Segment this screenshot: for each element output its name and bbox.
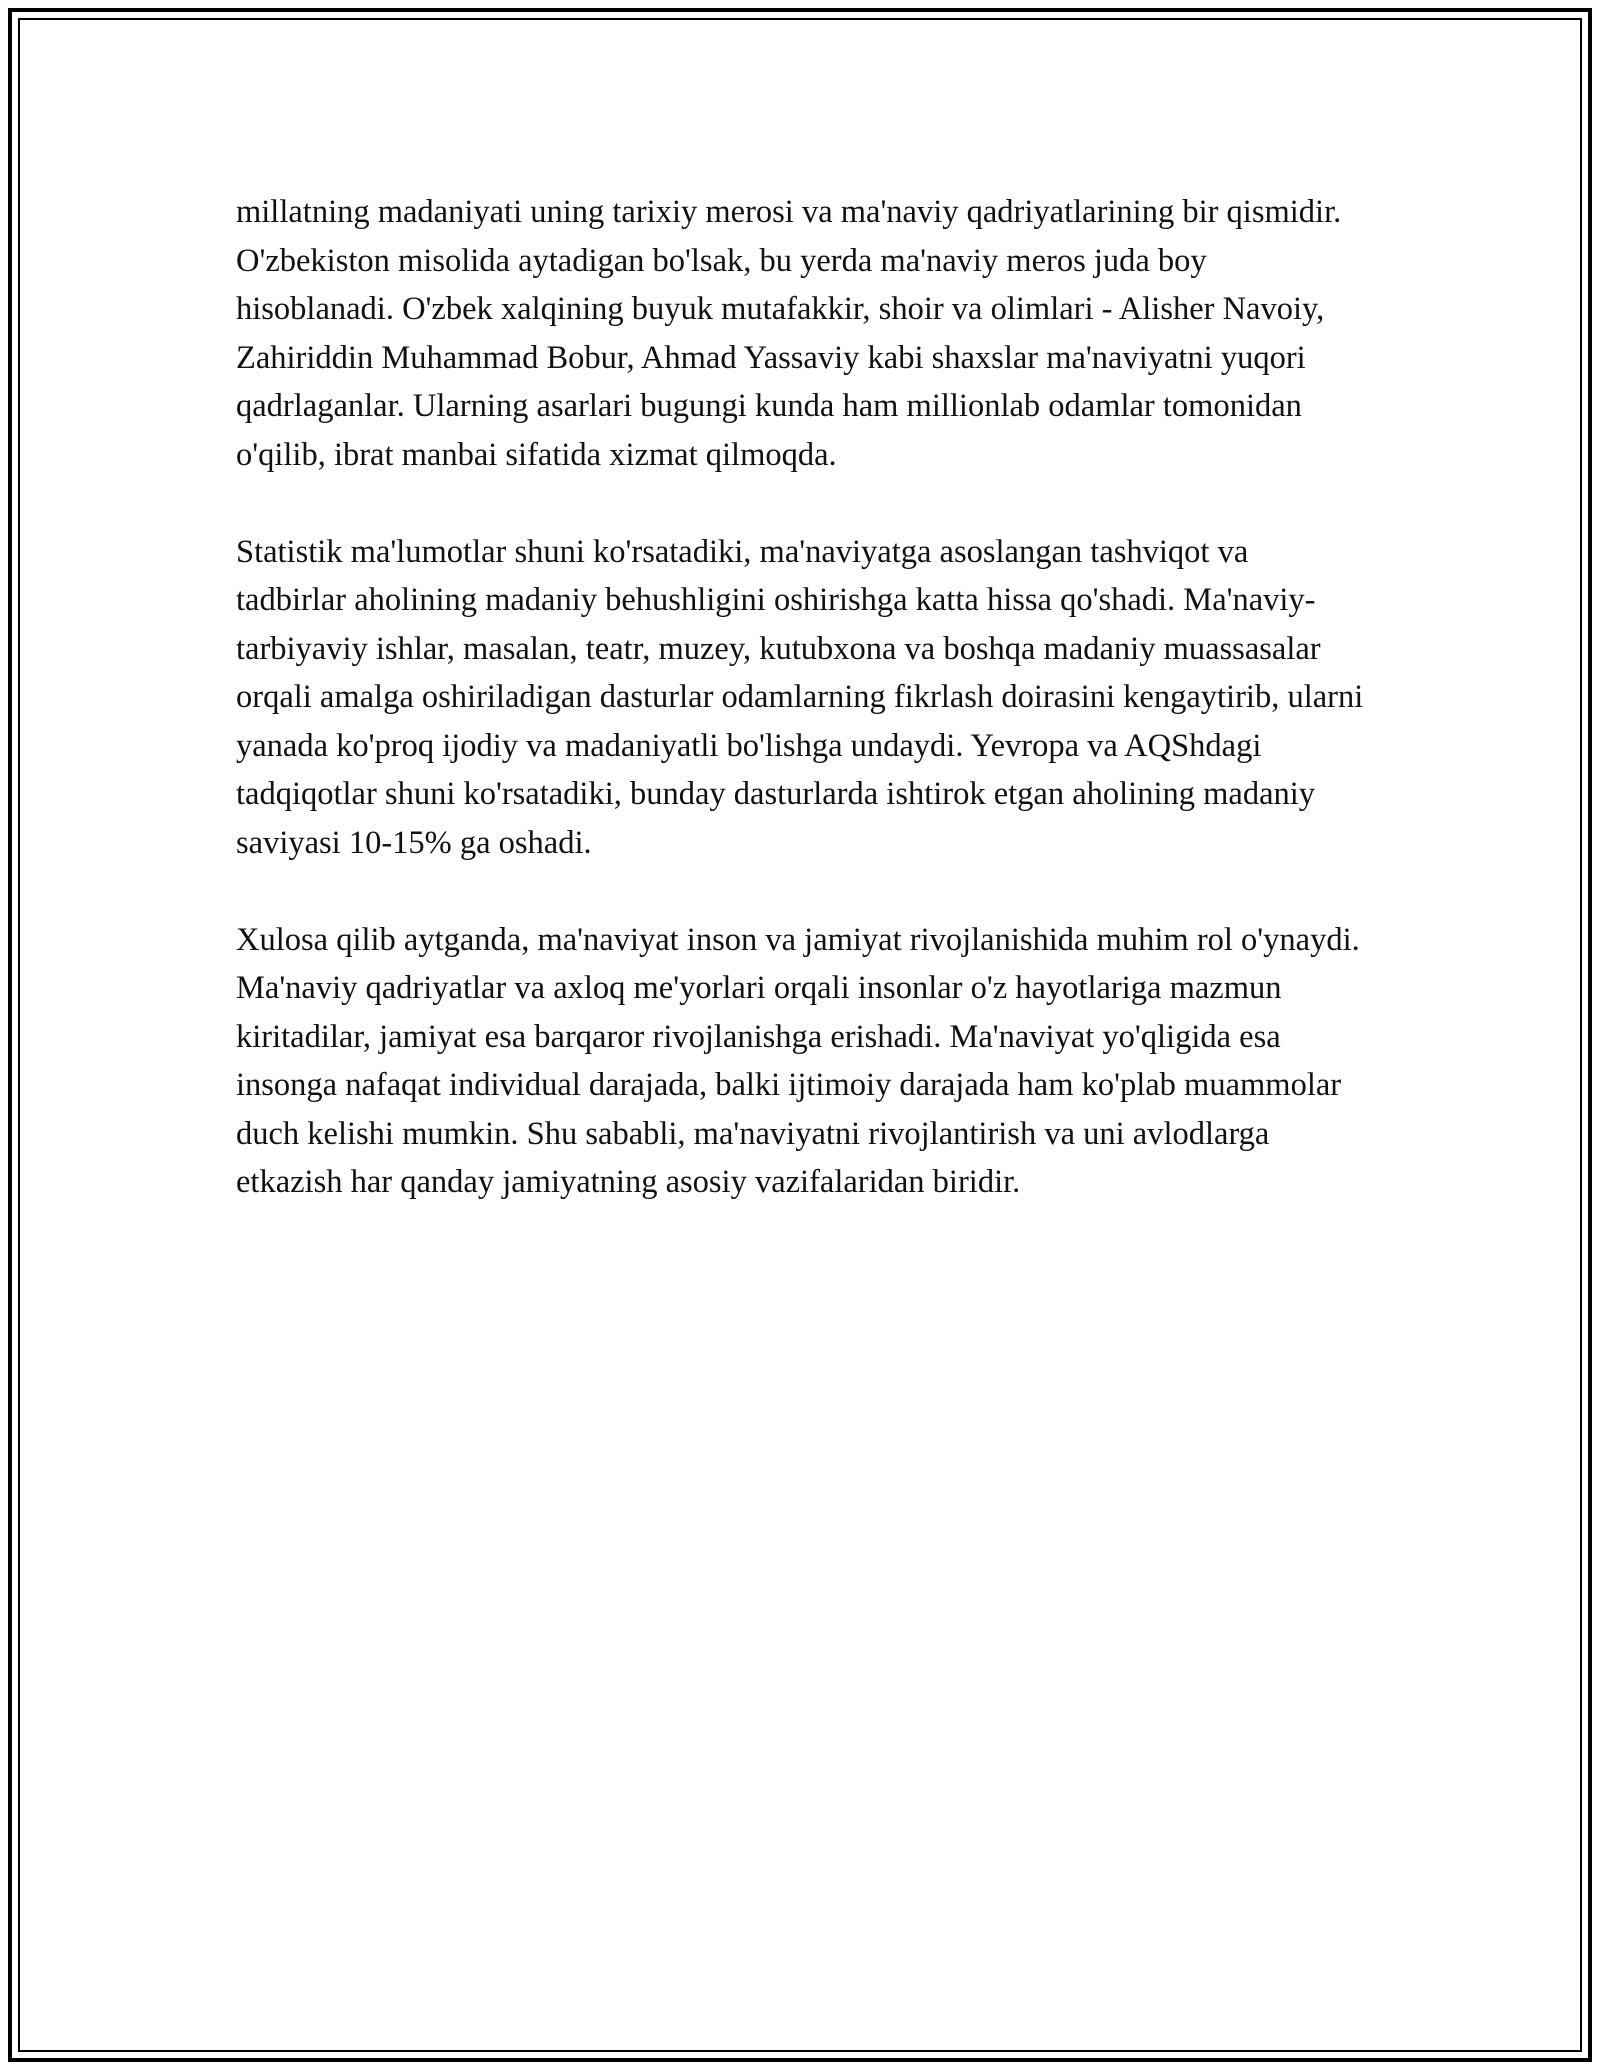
document-body [236, 188, 1366, 1255]
paragraph-2: Statistik ma'lumotlar shuni ko'rsatadiki, ma'naviyatga asoslangan tashviqot va tadbirlar aholining madaniy behushligini oshirishga katta hissa qo'shadi. Ma'naviy-tarbiyaviy ishlar, masalan, teatr, muzey, kutubxona va boshqa madaniy muassasalar orqali amalga oshiriladigan dasturlar odamlarning fikrlash doirasini kengaytirib, ularni yanada ko'proq ijodiy va madaniyatli bo'lishga undaydi. Yevropa va AQShdagi tadqiqotlar shuni ko'rsatadiki, bunday dasturlarda ishtirok etgan aholining madaniy saviyasi 10-15% ga oshadi. [236, 533, 1364, 861]
paragraph-3: Xulosa qilib aytganda, ma'naviyat inson va jamiyat rivojlanishida muhim rol o'ynaydi. Ma'naviy qadriyatlar va axloq me'yorlari orqali insonlar o'z hayotlariga mazmun kiritadilar, jamiyat esa barqaror rivojlanishga erishadi. Ma'naviyat yo'qligida esa insonga nafaqat individual darajada, balki ijtimoiy darajada ham ko'plab muammolar duch kelishi mumkin. Shu sababli, ma'naviyatni rivojlantirish va uni avlodlarga etkazish har qanday jamiyatning asosiy vazifalaridan biridir. [236, 921, 1360, 1200]
paragraph-1: millatning madaniyati uning tarixiy merosi va ma'naviy qadriyatlarining bir qismidir. O'zbekiston misolida aytadigan bo'lsak, bu yerda ma'naviy meros juda boy hisoblanadi. O'zbek xalqining buyuk mutafakkir, shoir va olimlari - Alisher Navoiy, Zahiriddin Muhammad Bobur, Ahmad Yassaviy kabi shaxslar ma'naviyatni yuqori qadrlaganlar. Ularning asarlari bugungi kunda ham millionlab odamlar tomonidan o'qilib, ibrat manbai sifatida xizmat qilmoqda. [236, 194, 1342, 473]
